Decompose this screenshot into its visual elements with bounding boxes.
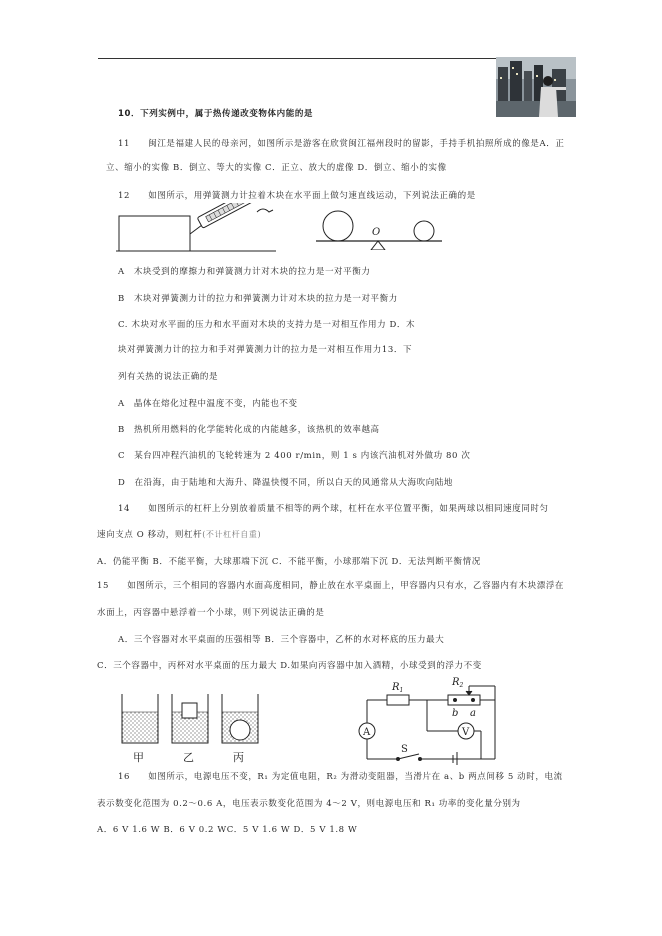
question-11-line2: 立、缩小的实像 B．倒立、等大的实像 C．正立、放大的虚像 D．倒立、缩小的实像 [106,163,447,173]
question-12-option-b: B 木块对弹簧测力计的拉力和弹簧测力计对木块的拉力是一对平衡力 [118,294,398,304]
question-15-options-ab: A．三个容器对水平桌面的压强相等 B．三个容器中，乙杯的水对杯底的压力最大 [118,635,445,645]
night-city-photo [496,57,576,117]
block-spring-balance-figure [116,203,276,253]
question-13-option-a: A 晶体在熔化过程中温度不变，内能也不变 [118,399,298,409]
cup-label-jia: 甲 [133,751,144,764]
question-15-options-cd: C．三个容器中，丙杯对水平桌面的压力最大 D.如果向丙容器中加入酒精，小球受到的浮力不变 [97,661,482,671]
question-14-options: A．仍能平衡 B．不能平衡，大球那端下沉 C．不能平衡，小球那端下沉 D．无法判断平衡情况 [97,557,481,567]
question-15-line1: 15 如图所示，三个相同的容器内水面高度相同，静止放在水平桌面上，甲容器内只有水，乙容器内有木块漂浮在 [97,581,565,591]
lever-balls-figure [314,208,444,250]
question-13-option-d: D 在沿海，由于陆地和大海升、降温快慢不同，所以白天的风通常从大海吹向陆地 [118,478,454,488]
question-13-option-c: C 某台四冲程汽油机的飞轮转速为 2 400 r/min，则 1 s 内该汽油机对外做功 80 次 [118,451,471,461]
question-14-line2 [97,529,261,541]
slider-point-a-label: a [470,708,476,719]
ammeter-label: A [363,727,371,738]
question-14-stem-end: 速向支点 O 移动，则杠杆 [97,530,203,540]
question-14-line1: 14 如图所示的杠杆上分别放着质量不相等的两个球，杠杆在水平位置平衡，如果两球以相同速度同时匀 [118,504,549,514]
question-13-intro: 列有关热的说法正确的是 [118,372,219,382]
question-10: 10．下列实例中，属于热传递改变物体内能的是 [118,109,314,119]
three-containers-figure [116,690,266,768]
question-13-option-b: B 热机所用燃料的化学能转化成的内能越多，该热机的效率越高 [118,425,380,435]
cup-label-bing: 丙 [233,751,244,764]
switch-label: S [401,744,408,755]
cup-label-yi: 乙 [183,751,194,764]
r2-label: $R_2$ [452,677,464,689]
slider-point-b-label: b [452,708,459,719]
question-12-option-a: A 木块受到的摩擦力和弹簧测力计对木块的拉力是一对平衡力 [118,267,371,277]
question-16-line1: 16 如图所示，电源电压不变，R₁ 为定值电阻，R₂ 为滑动变阻器，当滑片在 a、b 两点间移 5 动时，电流 [118,772,563,782]
question-12-intro: 12 如图所示，用弹簧测力计拉着木块在水平面上做匀速直线运动，下列说法正确的是 [118,191,476,201]
question-16-line2: 表示数变化范围为 0.2～0.6 A，电压表示数变化范围为 4～2 V，则电源电压和 R₁ 功率的变化量分别为 [97,799,521,809]
question-14-note: (不计杠杆自重) [202,530,262,539]
question-12-option-d: 块对弹簧测力计的拉力和手对弹簧测力计的拉力是一对相互作用力13．下 [118,345,413,355]
question-11-line1: 11 闽江是福建人民的母亲河，如图所示是游客在欣赏闽江福州段时的留影，手持手机拍照所成的像是A．正 [118,139,565,149]
question-12-option-c: C. 木块对水平面的压力和水平面对木块的支持力是一对相互作用力 D．木 [118,320,416,330]
circuit-diagram [345,673,505,765]
header-rule [98,58,502,59]
r1-label: $R_1$ [392,682,404,694]
question-16-options: A．6 V 1.6 W B．6 V 0.2 WC．5 V 1.6 W D．5 V 1.8 W [97,825,358,835]
pivot-o-label: O [372,227,381,238]
question-15-line2: 水面上，丙容器中悬浮着一个小球，则下列说法正确的是 [97,608,325,618]
voltmeter-label: V [462,727,470,738]
